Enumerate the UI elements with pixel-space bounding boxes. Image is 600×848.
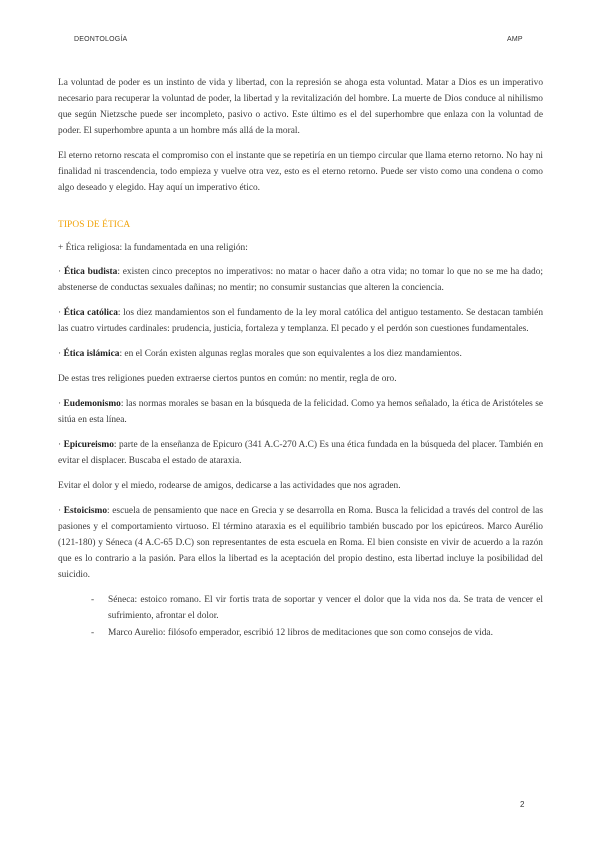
- term-description: : en el Corán existen algunas reglas morales que son equivalentes a los diez mandamientos.: [119, 349, 462, 359]
- term-label: Ética budista: [63, 267, 118, 277]
- term-label: Ética islámica: [63, 349, 120, 359]
- page-number: 2: [520, 800, 525, 809]
- item-etica-catolica: [58, 305, 543, 337]
- paragraph-puntos-comunes: De estas tres religiones pueden extraerse ciertos puntos en común: no mentir, regla de oro.: [58, 374, 397, 384]
- term-label: Estoicismo: [63, 506, 108, 516]
- term-label: Epicureismo: [63, 440, 114, 450]
- term-description: : las normas morales se basan en la búsqueda de la felicidad. Como ya hemos señalado, la ética de Aristóteles se sitúa en esta línea.: [58, 399, 544, 425]
- term-description: : existen cinco preceptos no imperativos: no matar o hacer daño a otra vida; no tomar lo que no se me ha dado; abstenerse de conductas sexuales dañinas; no mentir; no consumir sustancias que alteren la conciencia.: [58, 267, 543, 293]
- bullet-marker: ·: [58, 308, 64, 318]
- paragraph-voluntad-de-poder: La voluntad de poder es un instinto de vida y libertad, con la represión se ahoga esta voluntad. Matar a Dios es un imperativo necesario para recuperar la voluntad de poder, la libertad y la revitalización del hombre. La muerte de Dios conduce al nihilismo que según Nietzsche puede ser incompleto, pasivo o activo. Este último es el del superhombre que enlaza con la voluntad de poder. El superhombre apunta a un hombre más allá de la moral.: [58, 78, 543, 136]
- paragraph-eterno-retorno: El eterno retorno rescata el compromiso con el instante que se repetiría en un tiempo circular que llama eterno retorno. No hay ni finalidad ni trascendencia, todo empieza y vuelve otra vez, esto es el eterno retorno. Puede ser visto como una condena o como algo deseado y elegido. Hay aquí un imperativo ético.: [58, 151, 543, 193]
- header-title: DEONTOLOGÍA: [74, 36, 128, 43]
- item-etica-islamica: [58, 346, 543, 362]
- bullet-marker: ·: [58, 349, 64, 359]
- bullet-marker: ·: [58, 506, 64, 516]
- item-estoicismo: [58, 503, 543, 583]
- list-item-marco-aurelio: - Marco Aurelio: filósofo emperador, escribió 12 libros de meditaciones que son como consejos de vida.: [108, 625, 543, 641]
- term-label: Ética católica: [63, 308, 118, 318]
- term-label: Eudemonismo: [63, 399, 121, 409]
- term-description: : los diez mandamientos son el fundamento de la ley moral católica del antiguo testamento. Se destacan también las cuatro virtudes cardinales: prudencia, justicia, fortaleza y templanza. El pecado y el perdón son cuestiones fundamentales.: [58, 308, 544, 334]
- stoic-authors-list: [58, 592, 543, 641]
- list-item-seneca: - Séneca: estoico romano. El vir fortis trata de soportar y vencer el dolor que la vida nos da. Se trata de vencer el sufrimiento, afrontar el dolor.: [108, 592, 543, 624]
- item-eudemonismo: [58, 396, 543, 428]
- section-heading: TIPOS DE ÉTICA: [58, 220, 131, 230]
- bullet-marker: ·: [58, 399, 64, 409]
- paragraph-etica-religiosa: + Ética religiosa: la fundamentada en una religión:: [58, 243, 248, 253]
- item-etica-budista: [58, 264, 543, 296]
- page-body: [58, 75, 543, 642]
- header-author: AMP: [507, 36, 523, 43]
- item-epicureismo: [58, 437, 543, 469]
- term-description: : escuela de pensamiento que nace en Grecia y se desarrolla en Roma. Busca la felicidad a través del control de las pasiones y el comportamiento virtuoso. El término ataraxia es el equilibrio también buscado por los epicúreos. Marco Aurélio (121-180) y Séneca (4 A.C-65 D.C) son representantes de esta escuela en Roma. El bien consiste en vivir de acuerdo a la razón que es lo contrario a la pasión. Para ellos la libertad es la aceptación del propio destino, esta libertad incluye la posibilidad del suicidio.: [58, 506, 543, 580]
- bullet-marker: ·: [58, 267, 64, 277]
- bullet-marker: ·: [58, 440, 64, 450]
- paragraph-evitar-dolor: Evitar el dolor y el miedo, rodearse de amigos, dedicarse a las actividades que nos agraden.: [58, 481, 401, 491]
- term-description: : parte de la enseñanza de Epicuro (341 A.C-270 A.C) Es una ética fundada en la búsqueda del placer. También en evitar el displacer. Buscaba el estado de ataraxia.: [58, 440, 544, 466]
